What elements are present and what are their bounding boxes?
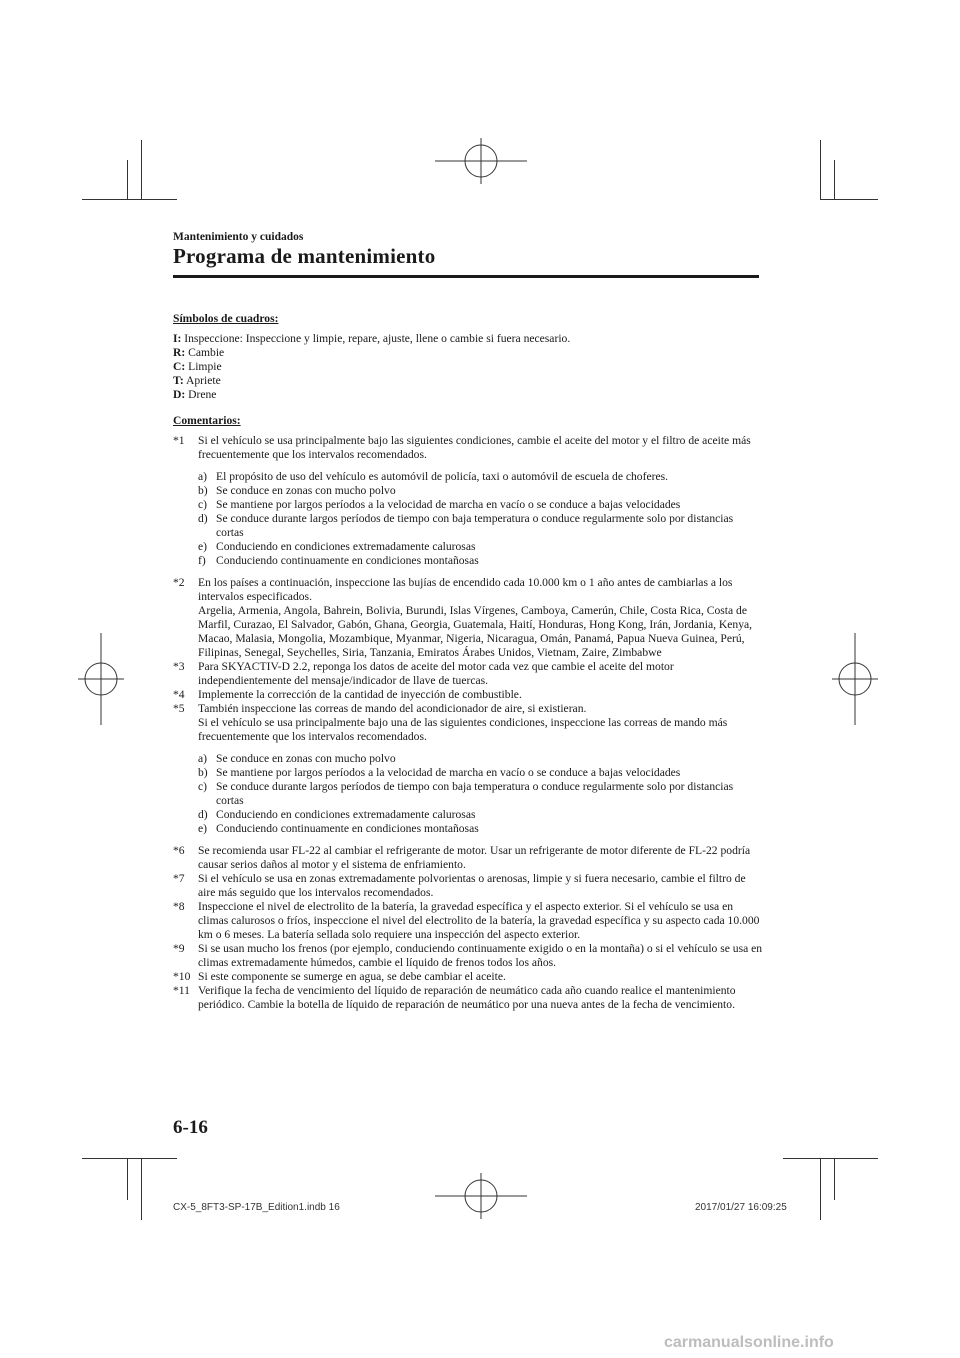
title-rule <box>173 275 759 278</box>
spacer <box>173 836 763 844</box>
note-extra: Argelia, Armenia, Angola, Bahrein, Bolivia, Burundi, Islas Vírgenes, Camboya, Camerún, Chile, Costa Rica, Costa de Marfil, Curazao, El Salvador, Gabón, Ghana, Georgia, Guatemala, Haití, Honduras, Hong Kong, Irán, Jordania, Kenya, Macao, Malasia, Mongolia, Mozambique, Myanmar, Nigeria, Nicaragua, Omán, Panamá, Papua Nueva Guinea, Perú, Filipinas, Senegal, Seychelles, Siria, Tanzania, Emiratos Árabes Unidos, Vietnam, Zaire, Zimbabwe <box>198 604 753 659</box>
note-body: Inspeccione el nivel de electrolito de la batería, la gravedad específica y el aspecto exterior. Si el vehículo se usa en climas calurosos o fríos, inspeccione el nivel del electrolito de la batería, la gravedad específica y su aspecto cada 10.000 km o 6 meses. La batería sellada solo requiere una inspección del aspecto exterior. <box>198 900 760 941</box>
comment-note <box>173 984 763 1012</box>
sub-letter: e) <box>198 822 208 835</box>
sub-letter: e) <box>198 540 208 553</box>
note-number: *6 <box>173 844 185 857</box>
sub-text: Se conduce durante largos períodos de tiempo con baja temperatura o conduce regularmente solo por distancias cortas <box>216 512 734 539</box>
spacer <box>173 744 763 752</box>
symbol-key: T: <box>173 374 184 387</box>
registration-mark-left-icon <box>78 633 124 725</box>
sub-item <box>198 808 763 822</box>
note-number: *9 <box>173 942 185 955</box>
comment-note <box>173 844 763 872</box>
note-body: Si el vehículo se usa principalmente bajo las siguientes condiciones, cambie el aceite del motor y el filtro de aceite más frecuentemente que los intervalos recomendados. <box>198 434 751 461</box>
symbol-key: C: <box>173 360 186 373</box>
note-text <box>198 576 763 660</box>
note-number: *4 <box>173 688 185 701</box>
spacer <box>173 568 763 576</box>
note-text <box>198 688 763 702</box>
registration-mark-bottom-icon <box>435 1173 527 1219</box>
note-number: *3 <box>173 660 185 673</box>
comment-note <box>173 660 763 688</box>
sub-item <box>198 822 763 836</box>
sub-letter: c) <box>198 780 208 793</box>
symbol-text: Apriete <box>183 374 221 387</box>
symbol-item <box>173 332 763 346</box>
comment-note <box>173 702 763 744</box>
note-body: También inspeccione las correas de mando del acondicionador de aire, si existieran. <box>198 702 587 715</box>
comments-list <box>173 434 763 1012</box>
sub-letter: a) <box>198 470 208 483</box>
main-content <box>173 312 763 1012</box>
sub-item <box>198 540 763 554</box>
note-body: Si este componente se sumerge en agua, se debe cambiar el aceite. <box>198 970 506 983</box>
note-text <box>198 900 763 942</box>
sub-text: Conduciendo continuamente en condiciones montañosas <box>216 822 479 835</box>
symbols-list <box>173 332 763 402</box>
note-number: *2 <box>173 576 185 589</box>
sub-item <box>198 470 763 484</box>
sub-letter: b) <box>198 766 208 779</box>
spacer <box>173 462 763 470</box>
registration-mark-top-icon <box>435 138 527 184</box>
comment-note <box>173 872 763 900</box>
note-body: Si se usan mucho los frenos (por ejemplo, conduciendo continuamente exigido o en la montaña) o si el vehículo se usa en climas extremadamente húmedos, cambie el líquido de frenos todos los años. <box>198 942 763 969</box>
comment-note <box>173 970 763 984</box>
comments-heading: Comentarios: <box>173 414 241 427</box>
note-body: Para SKYACTIV-D 2.2, reponga los datos de aceite del motor cada vez que cambie el aceite del motor independientemente del mensaje/indicador de llave de tuercas. <box>198 660 674 687</box>
comment-note <box>173 576 763 660</box>
sub-letter: b) <box>198 484 208 497</box>
footer-timestamp: 2017/01/27 16:09:25 <box>695 1202 787 1213</box>
sub-text: Conduciendo en condiciones extremadamente calurosas <box>216 540 476 553</box>
symbol-text: Cambie <box>185 346 225 359</box>
comment-note <box>173 434 763 462</box>
sub-text: El propósito de uso del vehículo es automóvil de policía, taxi o automóvil de escuela de choferes. <box>216 470 669 483</box>
symbol-item <box>173 388 763 402</box>
page-number: 6-16 <box>173 1117 208 1138</box>
comment-note <box>173 900 763 942</box>
note-number: *1 <box>173 434 185 447</box>
note-number: *5 <box>173 702 185 715</box>
symbol-key: R: <box>173 346 186 359</box>
sub-item <box>198 554 763 568</box>
sub-item <box>198 766 763 780</box>
sub-letter: d) <box>198 808 208 821</box>
note-text <box>198 872 763 900</box>
sub-text: Conduciendo en condiciones extremadamente calurosas <box>216 808 476 821</box>
section-label: Mantenimiento y cuidados <box>173 231 304 243</box>
note-text <box>198 434 763 462</box>
note-body: Se recomienda usar FL-22 al cambiar el refrigerante de motor. Usar un refrigerante de motor diferente de FL-22 podría causar serios daños al motor y el sistema de enfriamiento. <box>198 844 751 871</box>
note-number: *7 <box>173 872 185 885</box>
note-body: Verifique la fecha de vencimiento del líquido de reparación de neumático cada año cuando realice el mantenimiento periódico. Cambie la botella de líquido de reparación de neumático por una nueva antes de la fecha de vencimiento. <box>198 984 736 1011</box>
comment-note <box>173 688 763 702</box>
note-text <box>198 942 763 970</box>
symbol-key: D: <box>173 388 186 401</box>
note-body: Si el vehículo se usa en zonas extremadamente polvorientas o arenosas, limpie y si fuera necesario, cambie el filtro de aire más seguido que los intervalos recomendados. <box>198 872 746 899</box>
symbol-key: I: <box>173 332 182 345</box>
sub-item <box>198 484 763 498</box>
sub-text: Se mantiene por largos períodos a la velocidad de marcha en vacío o se conduce a bajas velocidades <box>216 766 681 779</box>
note-text <box>198 984 763 1012</box>
sub-item <box>198 512 763 540</box>
comment-note <box>173 942 763 970</box>
footer-file-name: CX-5_8FT3-SP-17B_Edition1.indb 16 <box>173 1202 340 1213</box>
note-body: En los países a continuación, inspeccione las bujías de encendido cada 10.000 km o 1 año antes de cambiarlas a los intervalos especificados. <box>198 576 733 603</box>
symbol-text: Drene <box>185 388 217 401</box>
note-number: *8 <box>173 900 185 913</box>
page-title: Programa de mantenimiento <box>173 244 436 268</box>
note-extra: Si el vehículo se usa principalmente bajo una de las siguientes condiciones, inspeccione las correas de mando más frecuentemente que los intervalos recomendados. <box>198 716 728 743</box>
note-body: Implemente la corrección de la cantidad de inyección de combustible. <box>198 688 522 701</box>
sub-text: Conduciendo continuamente en condiciones montañosas <box>216 554 479 567</box>
sub-text: Se conduce durante largos períodos de tiempo con baja temperatura o conduce regularmente solo por distancias cortas <box>216 780 734 807</box>
symbol-item <box>173 374 763 388</box>
sub-letter: a) <box>198 752 208 765</box>
note-number: *10 <box>173 970 191 983</box>
note-text <box>198 844 763 872</box>
symbol-item <box>173 360 763 374</box>
sub-item <box>198 752 763 766</box>
note-text <box>198 970 763 984</box>
sub-text: Se conduce en zonas con mucho polvo <box>216 484 396 497</box>
symbol-item <box>173 346 763 360</box>
symbol-text: Inspeccione: Inspeccione y limpie, repare, ajuste, llene o cambie si fuera necesario. <box>181 332 571 345</box>
watermark: carmanualsonline.info <box>664 1334 834 1351</box>
note-text <box>198 660 763 688</box>
sub-text: Se conduce en zonas con mucho polvo <box>216 752 396 765</box>
sub-item <box>198 498 763 512</box>
sub-letter: f) <box>198 554 206 567</box>
symbol-text: Limpie <box>185 360 222 373</box>
sub-letter: c) <box>198 498 208 511</box>
registration-mark-right-icon <box>832 633 878 725</box>
sub-text: Se mantiene por largos períodos a la velocidad de marcha en vacío o se conduce a bajas velocidades <box>216 498 681 511</box>
sub-letter: d) <box>198 512 208 525</box>
symbols-heading: Símbolos de cuadros: <box>173 312 279 325</box>
sub-item <box>198 780 763 808</box>
note-number: *11 <box>173 984 190 997</box>
note-text <box>198 702 763 744</box>
